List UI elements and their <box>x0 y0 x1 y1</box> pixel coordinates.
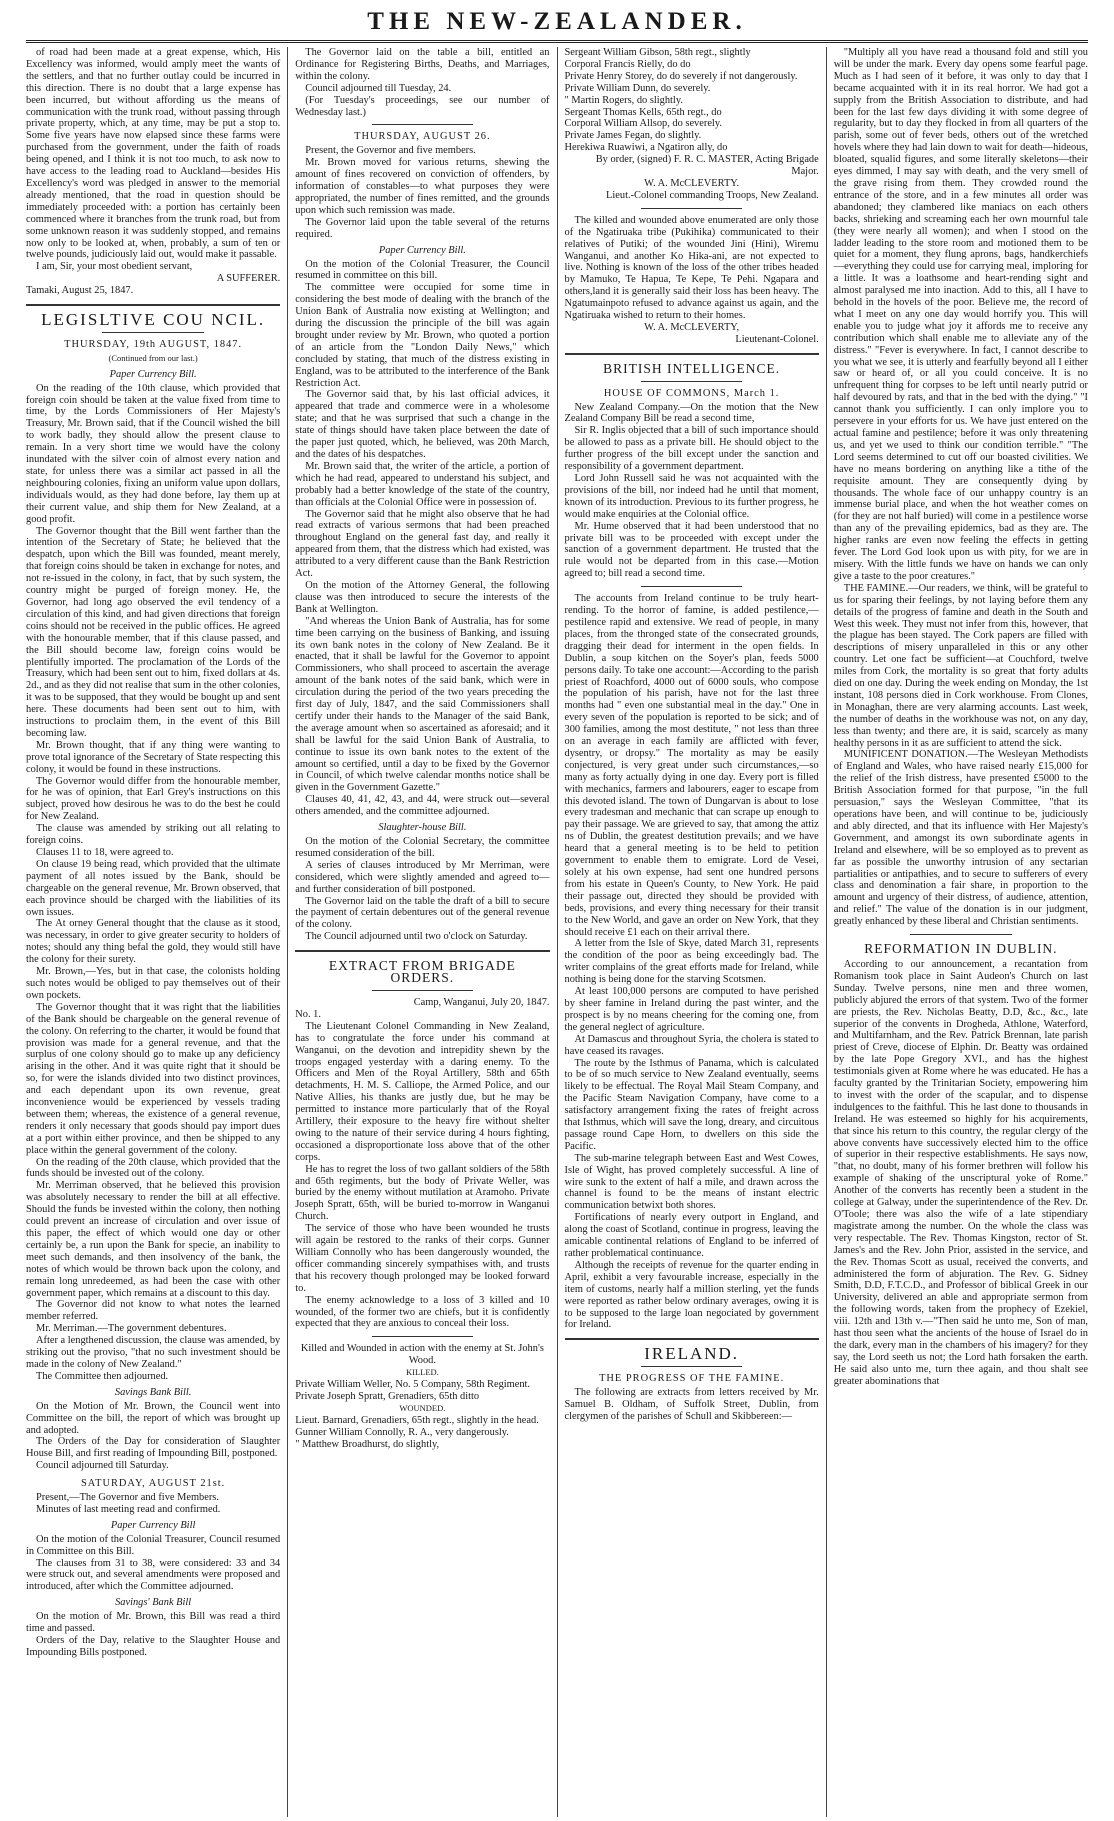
list-item: Lieut. Barnard, Grenadiers, 65th regt., slightly in the head. <box>295 1414 539 1426</box>
article-paragraph: At least 100,000 persons are computed to have perished by sheer famine in Ireland during the past winter, and the prospect is by no means cheering for the coming one, from the general neglect of agriculture. <box>564 986 819 1033</box>
article-paragraph: Mr. Brown,—Yes, but in that case, the colonists holding such notes would be obliged to pay themselves out of their own pockets. <box>26 966 281 1001</box>
article-paragraph: The enemy acknowledge to a loss of 3 killed and 10 wounded, of the former two are chiefs, but it is confidently expected that they are anxious to conceal their loss. <box>295 1294 550 1330</box>
section-heading-reformation: REFORMATION IN DUBLIN. <box>864 941 1058 957</box>
divider <box>372 1336 474 1337</box>
columns <box>26 47 1088 1817</box>
list-item: Herekiwa Ruawiwi, a Ngatiron ally, do <box>564 142 728 154</box>
article-paragraph: Present, the Governor and five members. <box>305 145 476 157</box>
article-paragraph: The Council adjourned until two o'clock on Saturday. <box>305 931 528 943</box>
section-heading-council: LEGISLTIVE COU NCIL. <box>41 310 266 330</box>
list-item: Corporal Francis Rielly, do do <box>564 58 691 70</box>
list-item: Sergeant Thomas Kells, 65th regt., do <box>564 106 722 118</box>
article-paragraph: The Governor laid on the table the draft of a bill to secure the payment of certain debentures out of the general revenue of the colony. <box>295 895 550 931</box>
signature: By order, (signed) F. R. C. MASTER, Acting Brigade Major. <box>595 154 819 178</box>
divider <box>372 124 474 125</box>
article-paragraph: On the motion of the Colonial Treasurer, the Council resumed in committee on this bill. <box>295 258 550 282</box>
article-paragraph: Mr. Brown moved for various returns, shewing the amount of fines recovered on conviction of offenders, by information of constables—to what purposes they were appropriated, the number of fines remitted, and the grounds upon which such remission was made. <box>295 157 550 216</box>
letter-text: of road had been made at a great expense, which, His Excellency was informed, would amply meet the wants of the settlers, and that no further outlay could be incurred in this direction. There is no doubt that a large expense has been incurred, but without affording us the means of communication with the trunk road, without passing through private property, which, at any time, may be put a stop to. Some five years have now elapsed since these farms were purchased from the government, under the faith of roads being opened, and I think it is not too much, to ask now to have access to the leading road to Auckland—besides His Excellency's word was pledged in answer to the memorial already mentioned, that the road in question should be immediately proceeded with: a portion has certainly been commenced where it branches from the trunk road, but from some unknown reason it was suddenly stopped, and remains now only to be looked at, when, probably, a sum of ten or twelve pounds, judiciously laid out, would make it passable. <box>26 47 281 261</box>
article-paragraph: On the reading of the 20th clause, which provided that the funds should be invested out of the colony. <box>26 1156 281 1180</box>
article-paragraph: The killed and wounded above enumerated are only those of the Ngatiruaka tribe (Pukihika) communicated to their relatives of Putiki; of the wounded Jini (Hini), Wiremu Wanganui, and another Ko Hika-ani, are not expected to live. Nothing is known of the loss of the other tribes headed by Mamuko, Te Hapua, Te Kepe, Te Pehi. Ngapara and others,land it is generally said their loss has been heavy. The Ngatumainpoto refused to advance against us again, and the Ngatiruaka wished to return to their homes. <box>564 214 819 322</box>
article-paragraph: The Governor laid on the table a bill, entitled an Ordinance for Registering Births, Deaths, and Marriages, within the colony. <box>295 47 550 82</box>
list-item: Corporal William Allsop, do severely. <box>564 118 722 130</box>
article-paragraph: The Governor said that he might also observe that he had read extracts of various sermons that had been preached throughout England on the general fast day, and really it appeared from them, that the distress which had existed, was attributed to a very different cause than the Bank Restriction Act. <box>295 508 550 580</box>
subheading: Savings Bank Bill. <box>114 1386 192 1398</box>
article-paragraph: The following are extracts from letters received by Mr. Samuel B. Oldham, of Suffolk Street, Dublin, from clergymen of the parishes of Schull and Skibbereen:— <box>564 1387 819 1422</box>
letter-closing: I am, Sir, your most obedient servant, <box>36 261 193 273</box>
article-paragraph: Present,—The Governor and five Members. <box>36 1492 219 1504</box>
article-paragraph: After a lengthened discussion, the clause was amended, by striking out the proviso, "that no such investment should be made in the colony of New Zealand." <box>26 1335 281 1370</box>
article-paragraph: On the reading of the 10th clause, which provided that foreign coin should be taken at the value fixed from time to time, by the Lords Commissioners of Her Majesty's Treasury, Mr. Brown said, that if the Council wished the bill to work badly, they should allow the present clause to remain. In a very short time we would have the colony inundated with the silver coin of almost every nation and state, for unless there was a similar act passed in all the neighbouring colonies, fixing an uniform value upon dollars, individuals would, as they had done before, lay them up at their current value, and ship them for New Zealand, at a good profit. <box>26 382 281 525</box>
divider <box>565 353 819 355</box>
article-paragraph: Council adjourned till Saturday. <box>36 1460 169 1472</box>
divider <box>641 381 743 382</box>
article-paragraph: The Governor said that, by his last official advices, it appeared that trade and commerce were in a wholesome state; and that he was surprised that such a change in the state of things should have taken place between the date of the paper just quoted, which, he believed, was 20th March, and the dates of his despatches. <box>295 389 550 460</box>
article-paragraph: Lord John Russell said he was not acquainted with the provisions of the bill, nor indeed had he until that moment, known of its introduction. Previous to its further progress, he would make enquiries at the Colonial office. <box>564 473 819 520</box>
article-paragraph: Mr. Brown thought, that if any thing were wanting to prove total ignorance of the Secretary of State respecting this colony, it would be found in these instructions. <box>26 739 281 775</box>
article-paragraph: The sub-marine telegraph between East and West Cowes, Isle of Wight, has proved completely successful. A line of wire sunk to the extent of half a mile, and drawn across the channel is found to be the means of instant electric communication betwixt both shores. <box>564 1152 819 1212</box>
signature-title: Lieutenant-Colonel. <box>735 333 819 345</box>
article-paragraph: The committee were occupied for some time in considering the best mode of dealing with the branch of the Union Bank of Australia now existing at Wellington; and during the discussion the principle of the bill was again brought under review by Mr. Brown, who quoted a portion of an article from the "London Daily News," which concluded by stating, that much of the distress existing in England, was to be attributed to the interference of the Bank Restriction Act. <box>295 282 550 389</box>
article-paragraph: Orders of the Day, relative to the Slaughter House and Impounding Bills postponed. <box>26 1635 281 1658</box>
article-paragraph: On clause 19 being read, which provided that the ultimate payment of all notes issued by the Bank, should be chargeable on the general revenue, Mr. Brown observed, that each province should be charged with the liabilities of its own issues. <box>26 858 281 918</box>
divider <box>641 1366 743 1367</box>
list-item: Gunner William Connolly, R. A., very dangerously. <box>295 1426 509 1438</box>
list-item: Private James Fegan, do slightly. <box>564 130 702 142</box>
article-paragraph: On the Motion of Mr. Brown, the Council went into Committee on the bill, the report of which was brought up and adopted. <box>26 1400 281 1436</box>
article-paragraph: The Governor did not know to what notes the learned member referred. <box>26 1299 281 1323</box>
divider <box>26 304 280 306</box>
article-paragraph: On the motion of the Attorney General, the following clause was then introduced to secure the interests of the Bank at Wellington. <box>295 579 550 615</box>
article-paragraph: (For Tuesday's proceedings, see our number of Wednesday last.) <box>295 94 550 118</box>
subheading: Savings' Bank Bill <box>115 1597 192 1609</box>
article-paragraph: On the motion of the Colonial Secretary, the committee resumed consideration of the bill. <box>295 836 550 859</box>
article-paragraph: The clause was amended by striking out all relating to foreign coins. <box>26 823 281 847</box>
dateline: HOUSE OF COMMONS, March 1. <box>603 387 780 399</box>
article-paragraph: The accounts from Ireland continue to be truly heart-rending. To the horror of famine, is added pestilence,—pestilence rapid and extensive. We read of people, in many places, from the thronged state of the consecrated grounds, dragging their dead for interment in the open fields. In Dublin, a soup kitchen on the Soyer's plan, feeds 5000 persons daily. To take one account:—According to the parish priest of Roachford, 4000 out of 6000 souls, who compose the population of his parish, have not for the last three months had " even one substantial meal in the day." One in every seven of the population is reported to be sick; and of 300 families, among the most destitute, " not less than three on an average in each family are afflicted with fever, dysentry, or dropsy." The mortality as may be easily conjectured, is very great under such circumstances,—so many as forty actually dying in one day. Every port is filled with mechanics, farmers and labourers, eager to escape from this devoted island. The town of Dungarvan is about to lose every tradesman and mechanic that can scrape up enough to pay their passage. We are grieved to say, that among the attiz ns of Dublin, the greatest destitution prevails; and we have heard that a general meeting is to be held to petition government to enable them to emigrate. Lord de Vesei, solely at his own expense, had sent one hundred persons from his estate in Queen's County, to New York. He paid their passage out, directed they should be provided with beds, provisions, and every thing necessary for their transit to the New World, and gave an order on New York, that they should receive £1 each on their arrival there. <box>564 593 819 938</box>
letter-signature: A SUFFERER. <box>216 273 281 285</box>
article-paragraph: "And whereas the Union Bank of Australia, has for some time been carrying on the business of Banking, and issuing its own bank notes in the colony of New Zealand. Be it enacted, that it shall be lawful for the Governor to appoint Commissioners, who shall proceed to ascertain the average amount of the bank notes of the said bank, which were in circulation during the period of the two years preceding the first day of July, 1847, and the said Commissioners shall certify under their hands to the Manager of the said Bank, the average amount when so ascertained as aforesaid; and it shall be lawful for the said Union Bank of Australia, to continue to issue its own bank notes to the extent of the amount so certified, until a day to be fixed by the Governor in Council, of which twelve calendar months notice shall be given in the Government Gazette." <box>295 615 550 794</box>
subheading: THE PROGRESS OF THE FAMINE. <box>599 1373 785 1385</box>
divider <box>641 586 743 587</box>
article-paragraph: Clauses 11 to 18, were agreed to. <box>36 847 174 858</box>
article-paragraph: New Zealand Company.—On the motion that the New Zealand Company Bill be read a second time, <box>564 401 819 425</box>
article-paragraph: A series of clauses introduced by Mr Merriman, were considered, which were slightly amended and agreed to—and further consideration of bill postponed. <box>295 859 550 895</box>
article-paragraph: The Governor thought that it was right that the liabilities of the Bank should be chargeable on the general revenue of the colony. On referring to the charter, it would be found that provision was made for a general revenue, and that the surplus of one colony should go to make up any deficiency arising in the other. And it was quite right that it should be so, for were the islands divided into two distinct provinces, and each dependant upon its own revenue, great inconvenience would be experienced by vessels trading between them; whereas, the existence of a general revenue, renders it only necessary that goods should pay import dues at a port within either province, and then be shipped to any place within the general government of the colony. <box>26 1001 281 1156</box>
divider <box>910 934 1012 935</box>
article-paragraph: The clauses from 31 to 38, were considered: 33 and 34 were struck out, and several amendments were proposed and introduced, after which the Committee adjourned. <box>26 1557 281 1593</box>
dateline: SATURDAY, AUGUST 21st. <box>81 1478 226 1490</box>
section-heading-ireland: IRELAND. <box>644 1344 740 1364</box>
article-paragraph: On the motion of Mr. Brown, this Bill was read a third time and passed. <box>26 1611 281 1635</box>
list-item: Sergeant William Gibson, 58th regt., slightly <box>564 47 751 58</box>
signature: W. A. McCLEVERTY, <box>644 321 740 333</box>
divider <box>372 990 474 991</box>
article-paragraph: The Governor thought that the Bill went farther than the intention of the Secretary of State; he believed that the despatch, upon which the Bill was founded, meant merely, that foreign coins should be taken in exchange for notes, and not re-issued in the colony, in fact, that by such system, the country might be purged of foreign money. He, the Governor, had long ago observed the evil tendency of a circulation of this kind, and had given directions that foreign coins should not be received in the public offices. He agreed with the honourable member, that if this clause passed, and the Bill should become law, foreign coins would be plentifully imported. The proclamation of the Lords of the Treasury, which had been sent out to him, fixed dollars at 4s. 2d., and as they did not realise that sum in the other colonies, it was to be supposed, that they would be bought up and sent here. These documents had been sent out to him, with instructions to proclaim them, in the event of this Bill becoming law. <box>26 525 281 739</box>
divider <box>102 332 204 333</box>
list-heading: WOUNDED. <box>399 1402 446 1413</box>
article-paragraph: On the motion of the Colonial Treasurer, Council resumed in Committee on this Bill. <box>26 1533 281 1557</box>
divider <box>295 950 549 952</box>
article-paragraph: THE FAMINE.—Our readers, we think, will be grateful to us for sparing their feelings, by not laying before them any details of the progress of famine and death in the South and West this week. They must not infer from this, however, that the plague has been stayed. The Cork papers are filled with descriptions of misery unparalleled in this or any other country. Let one fact be sufficient—at Couchford, twelve miles from Cork, the mortality is so great that forty adults died on one day. During the week ending on Monday, the 1st instant, 108 persons died in Cork workhouse. From Clones, in Monaghan, there are very alarming accounts. Last week, the number of deaths in the workhouse was not, on any day, less than twenty; and there are, it is said, scarcely as many healthy persons in it as are sufficient to attend the sick. <box>833 582 1088 749</box>
column-1 <box>26 47 287 1817</box>
article-paragraph: The service of those who have been wounded he trusts will again be restored to the ranks of their corps. Gunner William Connolly who has been dangerously wounded, the officer commanding sincerely sympathises with, and trusts that his recovery though prolonged may be looked forward to. <box>295 1223 550 1294</box>
article-paragraph: Mr. Hume observed that it had been understood that no private bill was to be proceeded with except under the sanction of a government department. He trusted that the rule would not be departed from in this case.—Motion agreed to; bill read a second time. <box>564 520 819 580</box>
subheading: Paper Currency Bill. <box>109 368 197 380</box>
article-paragraph: The Orders of the Day for consideration of Slaughter House Bill, and first reading of Impounding Bill, postponed. <box>26 1436 281 1460</box>
list-item: Private William Dunn, do severely. <box>564 82 711 94</box>
section-heading-brigade: EXTRACT FROM BRIGADE ORDERS. <box>328 958 516 986</box>
article-paragraph: Clauses 40, 41, 42, 43, and 44, were struck out—several others amended, and the committee adjourned. <box>295 794 550 818</box>
list-item: Private William Weller, No. 5 Company, 58th Regiment. <box>295 1379 531 1391</box>
article-paragraph: Council adjourned till Tuesday, 24. <box>305 82 452 94</box>
signature-title: Lieut.-Colonel commanding Troops, New Zealand. <box>606 189 819 201</box>
article-paragraph: "Multiply all you have read a thousand fold and still you will be under the mark. Every day opens some fearful page. Much as I had seen of it before, it was only to day that I became acquainted with it in its real horror. We had got a supply from the British Association to distribute, and had been for the last few days dividing it with some degree of regularity, but to day they flocked in from all quarters of the parish, some out of fever beds, others out of the wretched hovels where they had lain down to wait for death—hideous, bloated, squalid figures, and some literally skeletons—their eyes dimmed, I may say with death, and the very smell of the grave rising from them. They crowded round the entrance of the store, and in a few minutes all order was abandoned; they clambered like maniacs on each others backs, shrieking and screaming each her own mournful tale (they were nearly all women); and when I stood on the ladder leading to the store room and motioned them to be quiet for a moment, they flung aprons, bags, handkerchiefs—everything they could use for carrying meal, imploring for a little. It was a loathsome and heart-rending sight and almost paralysed me into inaction. Add to this, all I have to behold in the hovels of the poor. Believe me, the record of what I meet on any one day would horrify you. This will enable you to judge what joy it affords me to receive any contribution which shall enable me to alleviate any of the distress." "Fever is everywhere. In fact, I cannot describe to you what we see, it is utterly and fearfully beyond all I either saw or heard of, or all you could conceive. It is no unfrequent thing for corpses to be left until nearly putrid or half devoured by rats, and that in the bed with the dying." "I cannot thank you sufficiently. I can only implore you to persevere in your efforts for us. We have just entered on the actual famine and pestilence; before it was only threatening us, and yet we used to think our condition terrible." "The Lord seems determined to cut off our boasted civilities. We have no means bordering on anything like a tithe of the requisite amount. They are consequently dying by thousands. The whole face of our unhappy country is an immense burial place, and when the hot weather comes on (for they are not half buried) will come in a pestilence worse than any of the prevailing epidemics, bad as they are. The higher ranks are even now feeling the effects in getting fever. The Lord God look upon us with pity, for we are in misery. With the little funds we have on hands we can only give a taste to the poor creatures." <box>833 47 1088 582</box>
article-paragraph: Mr. Merriman observed, that he believed this provision was absolutely necessary to render the bill at all effective. Should the funds be invested within the colony, then nothing could prevent an increase of circulation and over issue of this paper, the effect of which would one day or other certainly be, a run upon the Bank for specie, an inability to meet such demands, and then insolvency of the bank, the notes of which would be thrown back upon the colony, and remain long unredeemed, as had been the case with other government paper, which remains at a discount to this day. <box>26 1180 281 1299</box>
article-paragraph: The Governor would differ from the honourable member, for he was of opinion, that Earl Grey's instructions on this subject, proved how desirous he was to do the best he could for New Zealand. <box>26 775 281 823</box>
list-item: " Martin Rogers, do slightly. <box>564 94 683 106</box>
article-paragraph: The Committee then adjourned. <box>36 1370 169 1382</box>
divider <box>565 1338 819 1340</box>
subheading: Slaughter-house Bill. <box>378 822 467 834</box>
dateline: Camp, Wanganui, July 20, 1847. <box>413 996 550 1008</box>
article-paragraph: Although the receipts of revenue for the quarter ending in April, exhibit a very favourable increase, especially in the item of customs, nearly half a million sterling, yet the funds were reported as rather below ordinary averages, owing it is to be supposed to the large loan negociated by government for Ireland. <box>564 1259 819 1331</box>
column-4 <box>826 47 1088 1817</box>
article-paragraph: He has to regret the loss of two gallant soldiers of the 58th and 65th regiments, but the body of Private Weller, was buried by the enemy without mutilation at Aramoho. Private Joseph Spratt, 65th, will be buried to-morrow in Wanganui Church. <box>295 1163 550 1223</box>
article-paragraph: Sir R. Inglis objected that a bill of such importance should be allowed to pass as a private bill. He should object to the further progress of the bill except under the sanction and responsibility of a government department. <box>564 425 819 473</box>
article-paragraph: Fortifications of nearly every outport in England, and along the coast of Scotland, continue in progress, leaving the amicable continental relations of England to be inferred of rather problematical continuance. <box>564 1212 819 1259</box>
article-paragraph: At Damascus and throughout Syria, the cholera is stated to have ceased its ravages. <box>564 1033 819 1057</box>
article-paragraph: Killed and Wounded in action with the enemy at St. John's Wood. <box>300 1343 544 1367</box>
dateline: THURSDAY, AUGUST 26. <box>354 131 491 143</box>
letter-date: Tamaki, August 25, 1847. <box>26 285 134 297</box>
dateline: THURSDAY, 19th AUGUST, 1847. <box>64 338 243 350</box>
signature: W. A. McCLEVERTY. <box>644 177 740 189</box>
subheading: Paper Currency Bill <box>110 1519 196 1531</box>
divider <box>641 208 743 209</box>
column-2 <box>287 47 556 1817</box>
article-paragraph: The Governor laid upon the table several of the returns required. <box>295 216 550 240</box>
article-paragraph: A letter from the Isle of Skye, dated March 31, represents the condition of the poor as being exceedingly bad. The writer complains of the great efforts made for Ireland, while nothing is being done for the starving Scotsmen. <box>564 938 819 986</box>
article-paragraph: Minutes of last meeting read and confirmed. <box>36 1503 221 1515</box>
list-heading: KILLED. <box>405 1367 439 1378</box>
article-paragraph: The Lieutenant Colonel Commanding in New Zealand, has to congratulate the force under his command at Wanganui, on the devotion and intrepidity shewn by the troops engaged yesterday with a daring enemy. To the Officers and Men of the Royal Artillery, 58th and 65th detachments, H. M. S. Calliope, the Armed Police, and our Native Allies, his thanks are justly due, but he may be permitted to instance more particularly that of the Royal Artillery, their exposure to the heavy fire without shelter owing to the nature of their service during 4 hours fighting, occasioned a disproportionate loss above that of the other corps. <box>295 1020 550 1163</box>
masthead-rule <box>26 40 1088 43</box>
section-heading-british: BRITISH INTELLIGENCE. <box>603 360 781 376</box>
subheading: Paper Currency Bill. <box>378 244 466 256</box>
article-paragraph: The At orney General thought that the clause as it stood, was necessary, in order to give greater security to holders of notes; should any thing befal the gold, they would still have the colony for their surety. <box>26 918 281 966</box>
list-item: Private Henry Storey, do do severely if not dangerously. <box>564 70 798 82</box>
article-paragraph: The route by the Isthmus of Panama, which is calculated to be of so much service to New Zealand eventually, seems likely to be effectual. The Royal Mail Steam Company, and the Pacific Steam Navigation Company, have come to a satisfactory arrangement fixing the rates of freight across that Isthmus, which will save the long, dreary, and circuitous passage round Cape Horn, to dwellers on this side the Pacific. <box>564 1057 819 1152</box>
masthead: THE NEW-ZEALANDER. <box>367 8 747 35</box>
article-paragraph: Mr. Merriman.—The government debentures. <box>36 1323 227 1335</box>
continued-note: (Continued from our last.) <box>108 352 198 363</box>
list-item: " Matthew Broadhurst, do slightly, <box>295 1438 440 1450</box>
article-paragraph: MUNIFICENT DONATION.—The Wesleyan Methodists of England and Wales, who have raised nearly £15,000 for the relief of the Irish distress, have presented £5000 to the British Association formed for that purpose, "in the full persuasion," says the Wesleyan Committee, "that its operations have been, and will continue to be, judiciously and ably directed, and that its influence with Her Majesty's Government, and amongst its own subordinate agents in Ireland and elsewhere, will be so employed as to prevent as far as possible the unworthy intrusion of any sectarian partialities or antipathies, and to secure to sufferers of every class and denomination a fair share, in proportion to the amount and urgency of their distress, of audience, attention, and relief." The value of the donation is in our judgment, greatly enhanced by these liberal and Christian sentiments. <box>833 749 1088 928</box>
article-paragraph: According to our announcement, a recantation from Romanism took place in Saint Audeon's Church on last Sunday. Twelve persons, nine men and three women, publicly abjured the errors of that system. Two of the former are priests, the Rev. Nicholas Beatty, D.D, &c., &c., late superior of the convents in Drogheda, Athlone, Waterford, and Multifarnham, and the Rev. Patrick Brennan, late parish priest of Creve, diocese of Elphin. Dr. Beatty was ordained by the late Pope Gregory XVI., and has the highest testimonials given at Rome where he was educated. He has a faculty granted by the Trinitarian Society, empowering him to invest with the order of the scapular, and to dispense indulgences to the faithful. This he last done to thousands in Ireland. He was esteemed so highly for his acquirements, that since his return to this country, the regular clergy of the above convents have successively elected him to the office of superior in their respective establishments. He says now, "that, no doubt, many of his former brethren will follow his example of shaking of the unscriptural yoke of Rome." Another of the converts has recently been a student in the college at Galway, under the superintendence of the Rev. Dr. O'Toole; there was also the wife of a late stipendiary magistrate among the number. On the whole the class was very respectable. The Rev. Thomas Kingston, rector of St. James's and the Rev. John Prior, assisted in the service, and the Rev. Thomas Scott as usual, received the converts, and administered the form of abjuration. The Rev. G. Sidney Smith, D.D, F.T.C.D., and Professor of biblical Greek in our University, delivered an able and appropriate sermon from the following words, taken from the prophecy of Ezekiel, viii. 12th and 13th v.—"Then said he unto me, Son of man, hast thou seen what the ancients of the house of Israel do in the dark, every man in the chambers of his imagery? for they say, the Lord seeth us not; the Lord hath forsaken the earth. He said also unto me, turn thee again, and thou shalt see greater abominations that <box>833 958 1088 1387</box>
column-3 <box>557 47 826 1817</box>
order-number: No. 1. <box>295 1008 321 1020</box>
list-item: Private Joseph Spratt, Grenadiers, 65th ditto <box>295 1390 480 1402</box>
article-paragraph: Mr. Brown said that, the writer of the article, a portion of which he had read, appeared to understand his subject, and probably had a better knowledge of the state of the country, than officials at the Colonial Office were in possession of. <box>295 460 550 508</box>
